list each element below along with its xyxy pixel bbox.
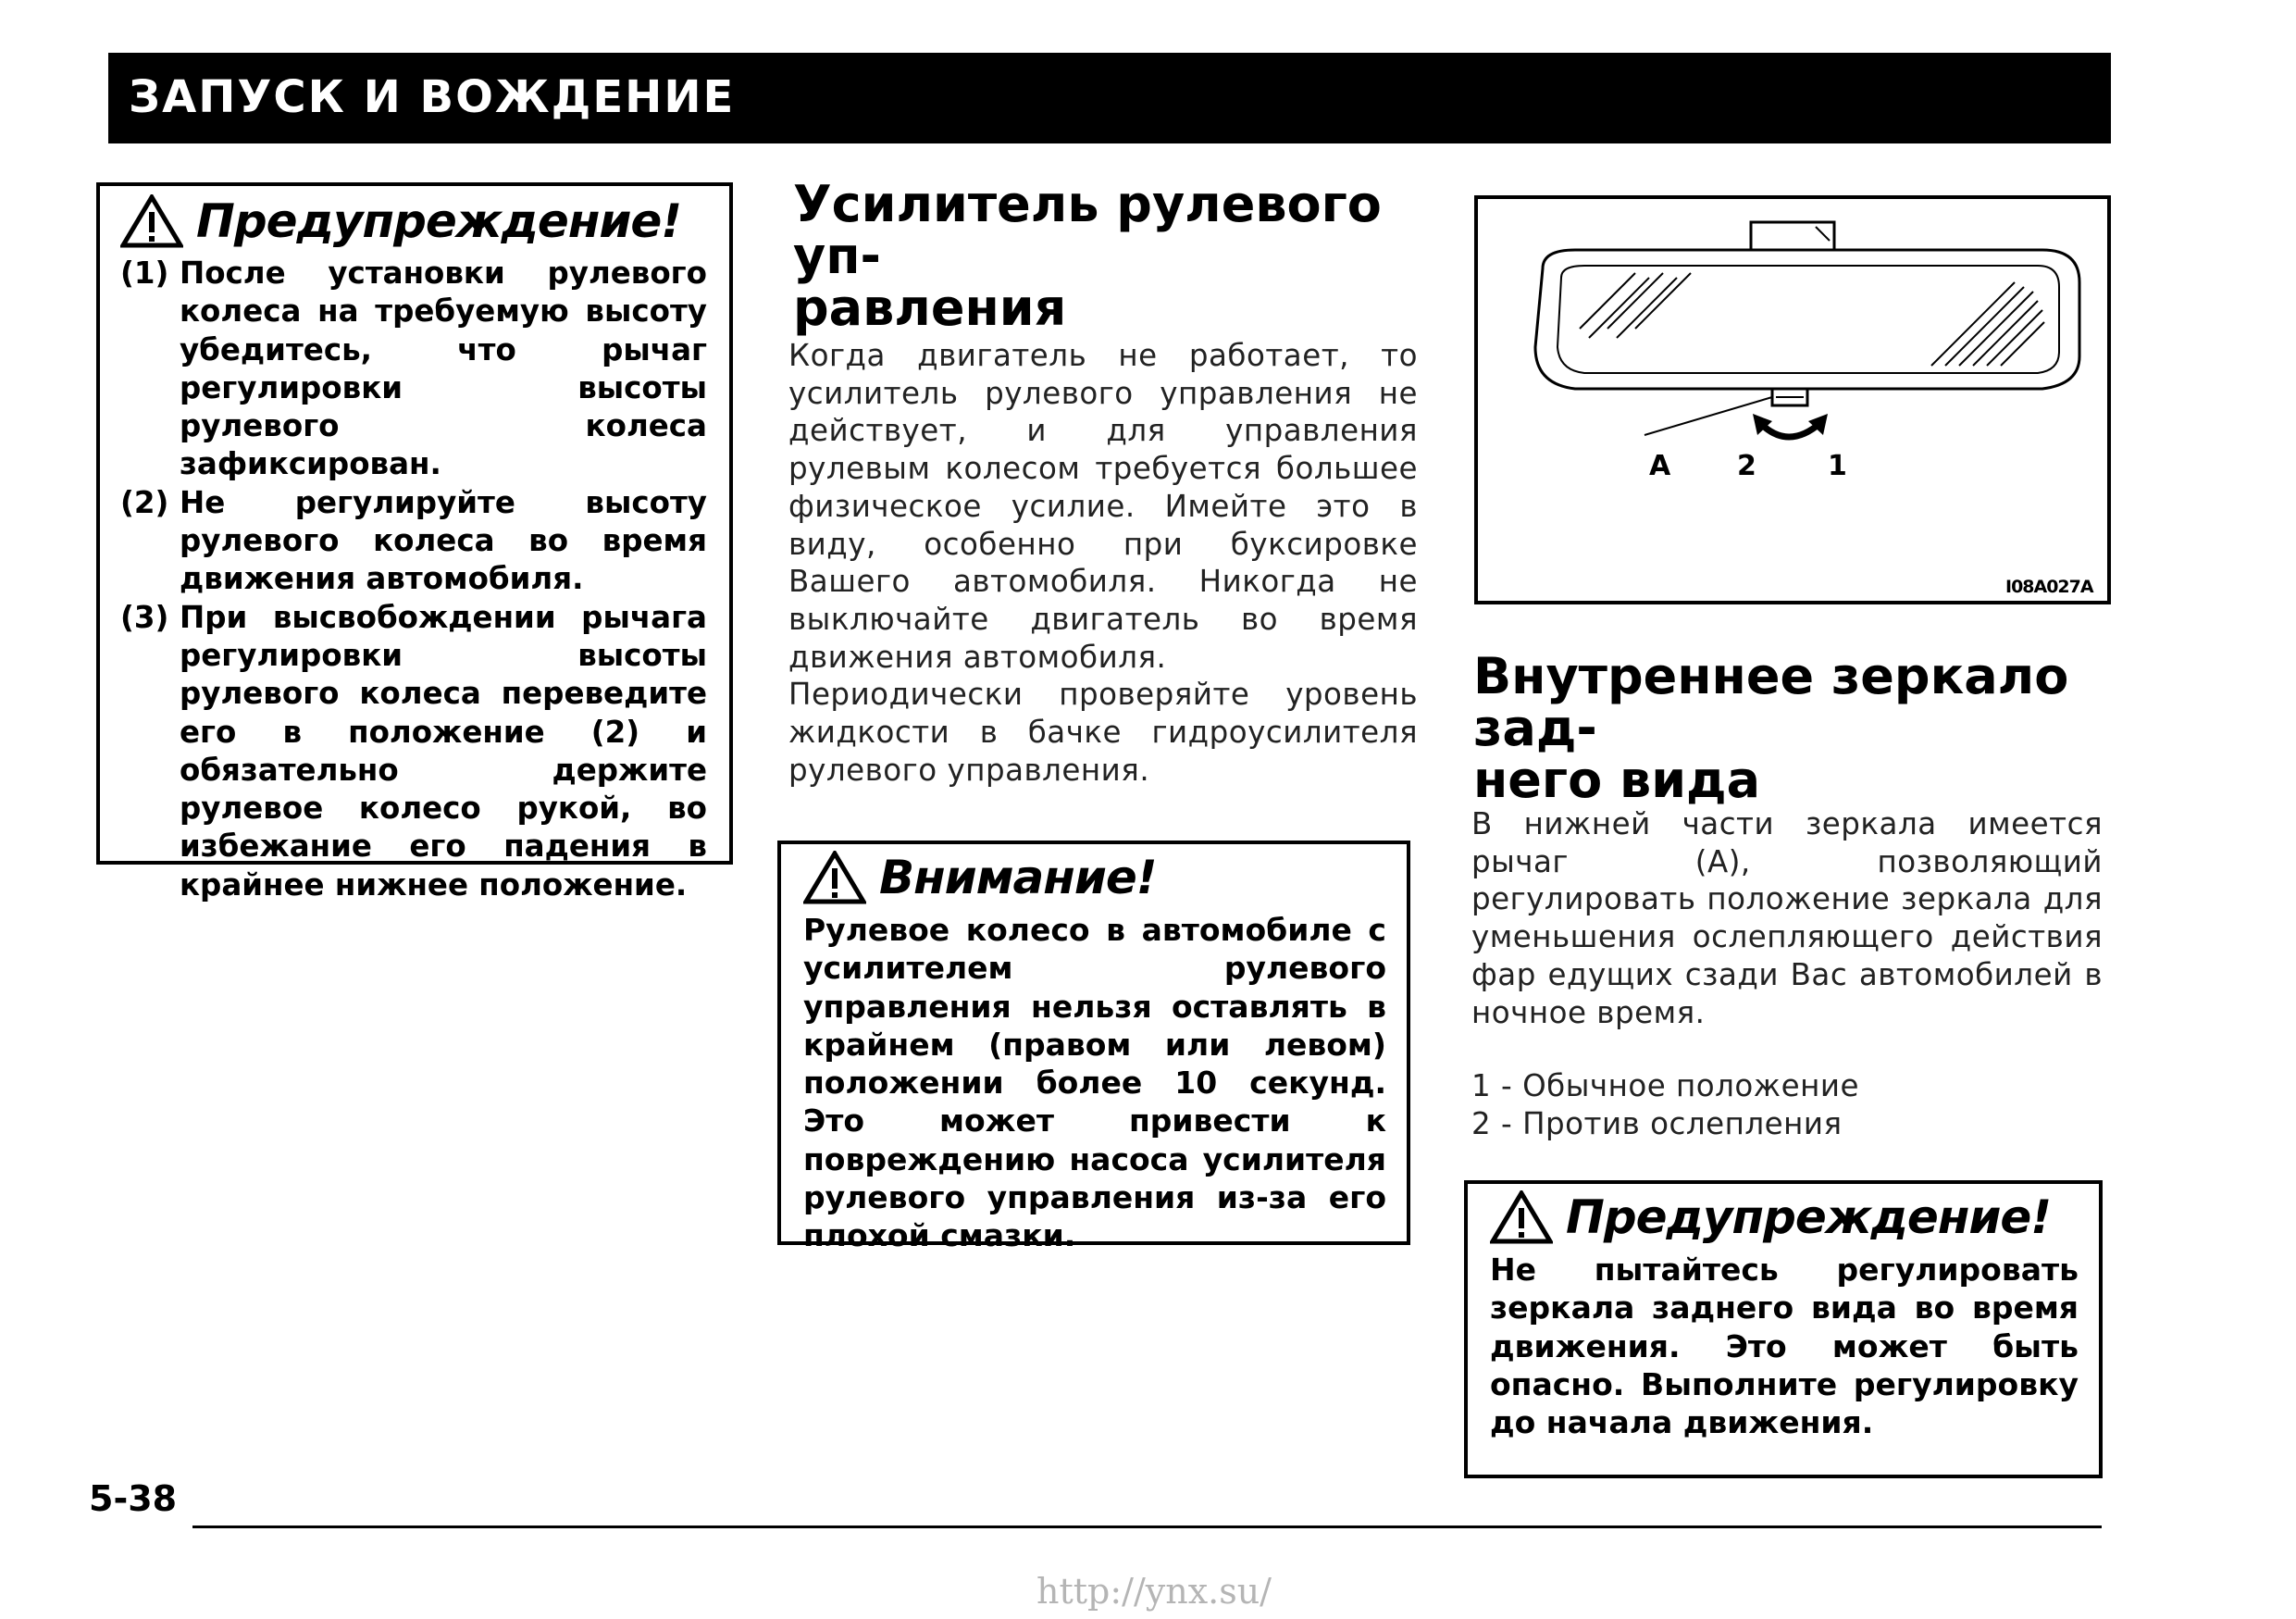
mirror-figure bbox=[1474, 195, 2111, 604]
list-item: 2 - Против ослепления bbox=[1471, 1105, 1843, 1141]
warning-triangle-icon bbox=[120, 194, 183, 248]
list-item bbox=[120, 255, 707, 484]
list-item-number: (1) bbox=[120, 255, 169, 291]
page-number: 5-38 bbox=[89, 1478, 178, 1519]
rearview-mirror-diagram bbox=[1478, 199, 2107, 601]
power-steering-text bbox=[788, 337, 1418, 789]
list-item-text: Не регулируйте высоту рулевого колеса во время движения автомобиля. bbox=[180, 484, 707, 597]
section-title: ЗАПУСК И ВОЖДЕНИЕ bbox=[129, 71, 736, 123]
heading-line: Усилитель рулевого уп- bbox=[793, 175, 1382, 285]
mirror-positions bbox=[1471, 1067, 2103, 1142]
list-item-number: (2) bbox=[120, 484, 169, 520]
list-item-text: Против ослепления bbox=[1522, 1105, 1843, 1141]
mirror-text bbox=[1471, 805, 2103, 1031]
list-item-number: 2 bbox=[1471, 1105, 1492, 1141]
heading-line: Внутреннее зеркало зад- bbox=[1473, 647, 2069, 757]
caution-text: Рулевое колесо в автомобиле с усилителем рулевого управления нельзя оставлять в крайнем (правом или левом) положении более 10 секунд. Это может привести к повреждению насоса усилителя рулевого управления из-за его плохой смазки. bbox=[803, 912, 1386, 1254]
warning-title-text: Предупреждение! bbox=[1566, 1190, 2052, 1244]
list-item bbox=[120, 484, 707, 599]
heading-line: равления bbox=[793, 279, 1067, 337]
warning-title bbox=[120, 193, 707, 249]
figure-code: I08A027A bbox=[2005, 577, 2093, 597]
warning-triangle-icon bbox=[803, 851, 866, 904]
mirror-heading bbox=[1473, 647, 2121, 809]
footer-divider bbox=[192, 1526, 2102, 1528]
warning-list bbox=[120, 255, 707, 904]
label-a: A bbox=[1649, 450, 1671, 482]
paragraph: В нижней части зеркала имеется рычаг (А), позволяющий регулировать положение зеркала для уменьшения ослепляющего действия фар едущих сзади Вас автомобилей в ночное время. bbox=[1471, 806, 2103, 1030]
list-item: 1 - Обычное положение bbox=[1471, 1068, 1859, 1103]
label-1: 1 bbox=[1828, 450, 1847, 482]
heading-line: него вида bbox=[1473, 751, 1761, 809]
paragraph: Когда двигатель не работает, то усилитель рулевого управления не действует, и для управления рулевым колесом требуется большее физическое усилие. Имейте это в виду, особенно при буксировке Вашего автомобиля. Никогда не выключайте двигатель во время движения автомобиля. bbox=[788, 338, 1418, 675]
warning-title bbox=[1490, 1189, 2079, 1245]
paragraph: Периодически проверяйте уровень жидкости в бачке гидроусилителя рулевого управления. bbox=[788, 677, 1418, 788]
warning-box-right bbox=[1464, 1180, 2103, 1478]
list-item bbox=[120, 599, 707, 904]
warning-title-text: Предупреждение! bbox=[196, 194, 682, 248]
warning-triangle-icon bbox=[1490, 1190, 1553, 1244]
list-item-text: После установки рулевого колеса на требуемую высоту убедитесь, что рычаг регулировки высоты рулевого колеса зафиксирован. bbox=[180, 255, 707, 482]
list-item-text: При высвобождении рычага регулировки высоты рулевого колеса переведите его в положение (2) и обязательно держите рулевое колесо рукой, во избежание его падения в крайнее нижнее положение. bbox=[180, 599, 707, 903]
list-item-text: Обычное положение bbox=[1522, 1068, 1859, 1103]
warning-box-left bbox=[96, 182, 733, 903]
label-2: 2 bbox=[1737, 450, 1756, 482]
caution-box bbox=[777, 841, 1410, 1254]
warning-text: Не пытайтесь регулировать зеркала заднего вида во время движения. Это может быть опасно. Выполните регулировку до начала движения. bbox=[1490, 1252, 2079, 1441]
caution-title bbox=[803, 850, 1386, 905]
caution-title-text: Внимание! bbox=[879, 851, 1157, 904]
section-header-bar bbox=[108, 53, 2111, 143]
watermark-text: http://ynx.su/ bbox=[1036, 1571, 1272, 1612]
list-item-number: (3) bbox=[120, 599, 169, 635]
power-steering-heading bbox=[793, 175, 1422, 337]
list-item-number: 1 bbox=[1471, 1068, 1492, 1103]
